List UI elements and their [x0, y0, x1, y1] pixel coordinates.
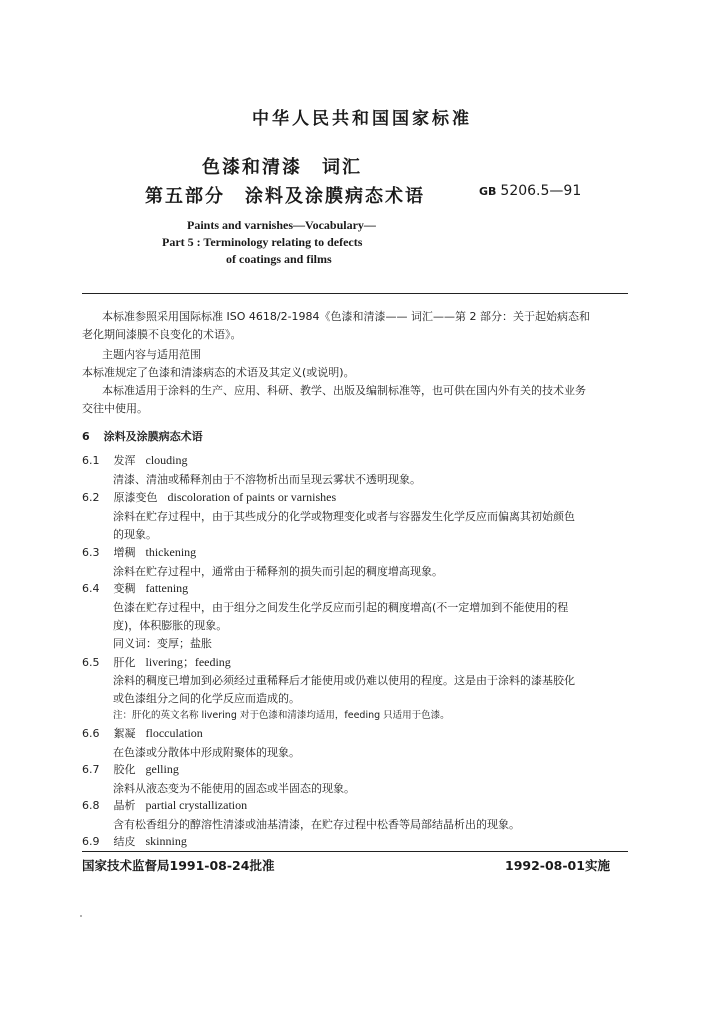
term-definition: 涂料的稠度已增加到必须经过重稀释后才能使用或仍难以使用的程度。这是由于涂料的漆基胶化: [113, 674, 575, 687]
term-definition: 的现象。: [113, 528, 157, 541]
term-definition: 色漆在贮存过程中，由于组分之间发生化学反应而引起的稠度增高(不一定增加到不能使用的程: [113, 601, 569, 614]
intro-line-2: 老化期间漆膜不良变化的术语》。: [82, 328, 242, 341]
term-chinese: 原漆变色: [113, 491, 158, 504]
intro-line-4: 本标准规定了色漆和清漆病态的术语及其定义(或说明)。: [82, 366, 355, 379]
title-line-2: 第五部分 涂料及涂膜病态术语: [145, 186, 425, 207]
term-number: 6.2: [82, 491, 100, 504]
term-english: discoloration of paints or varnishes: [167, 490, 337, 504]
intro-line-5: 本标准适用于涂料的生产、应用、科研、教学、出版及编制标准等，也可供在国内外有关的技术业务: [102, 384, 586, 397]
term-chinese: 增稠: [113, 546, 136, 559]
term-number: 6.6: [82, 727, 100, 740]
term-definition: 度)，体积膨胀的现象。: [113, 619, 228, 632]
term-heading: [82, 725, 203, 741]
term-english: flocculation: [145, 726, 203, 740]
effective-date: 1992-08-01实施: [505, 858, 610, 873]
term-number: 6.4: [82, 582, 100, 595]
term-chinese: 发浑: [113, 454, 136, 467]
term-chinese: 胶化: [113, 763, 136, 776]
term-definition: 含有松香组分的醇溶性清漆或油基清漆，在贮存过程中松香等局部结晶析出的现象。: [113, 818, 520, 831]
term-english: fattening: [145, 581, 189, 595]
term-chinese: 结皮: [113, 835, 136, 848]
intro-line-1: 本标准参照采用国际标准 ISO 4618/2-1984《色漆和清漆—— 词汇——第 2 部分：关于起始病态和: [102, 310, 591, 323]
term-english: gelling: [145, 762, 179, 776]
term-heading: [82, 489, 336, 505]
term-note: 注：肝化的英文名称 livering 对于色漆和清漆均适用，feeding 只适用于色漆。: [113, 710, 450, 721]
term-heading: [82, 761, 179, 777]
code-number: 5206.5—91: [500, 183, 582, 199]
term-definition: 清漆、清油或稀释剂由于不溶物析出而呈现云雾状不透明现象。: [113, 473, 421, 486]
title-line-1: 色漆和清漆 词汇: [202, 157, 362, 178]
term-heading: [82, 833, 187, 849]
term-number: 6.3: [82, 546, 100, 559]
term-heading: [82, 797, 247, 813]
header-divider: [82, 293, 628, 294]
english-title-line-2: Part 5 : Terminology relating to defects: [162, 235, 363, 249]
term-english: livering；feeding: [145, 655, 231, 669]
term-heading: [82, 653, 231, 670]
term-heading: [82, 544, 196, 560]
english-title-line-3: of coatings and films: [226, 252, 332, 266]
term-number: 6.5: [82, 656, 100, 669]
term-definition: 涂料在贮存过程中，通常由于稀释剂的损失而引起的稠度增高现象。: [113, 565, 443, 578]
term-english: skinning: [145, 834, 187, 848]
term-number: 6.9: [82, 835, 100, 848]
term-synonym: 同义词：变厚；盐胀: [113, 637, 212, 650]
scan-speck: [80, 915, 82, 917]
standard-code: [479, 183, 581, 199]
footer-divider: [82, 851, 628, 852]
term-heading: [82, 580, 188, 596]
term-chinese: 晶析: [113, 799, 136, 812]
term-english: thickening: [145, 545, 197, 559]
term-definition: 在色漆或分散体中形成附聚体的现象。: [113, 746, 300, 759]
national-standard-heading: 中华人民共和国国家标准: [252, 109, 472, 129]
term-number: 6.7: [82, 763, 100, 776]
section-heading: [82, 428, 203, 444]
term-definition: 涂料从液态变为不能使用的固态或半固态的现象。: [113, 782, 355, 795]
term-definition: 或色漆组分之间的化学反应而造成的。: [113, 692, 300, 705]
section-title: 涂料及涂膜病态术语: [103, 430, 203, 443]
term-number: 6.1: [82, 454, 100, 467]
intro-line-3: 主题内容与适用范围: [102, 348, 201, 361]
term-chinese: 肝化: [113, 656, 136, 669]
approval-date: 国家技术监督局1991-08-24批准: [82, 858, 275, 873]
term-definition: 涂料在贮存过程中，由于其些成分的化学或物理变化或者与容器发生化学反应而偏离其初始颜色: [113, 510, 575, 523]
term-english: partial crystallization: [145, 798, 248, 812]
english-title-line-1: Paints and varnishes—Vocabulary—: [187, 218, 376, 232]
term-heading: [82, 452, 188, 468]
term-chinese: 絮凝: [113, 727, 136, 740]
term-number: 6.8: [82, 799, 100, 812]
intro-line-6: 交往中使用。: [82, 402, 148, 415]
section-number: 6: [82, 430, 90, 443]
term-chinese: 变稠: [113, 582, 136, 595]
code-prefix: GB: [479, 185, 497, 198]
term-english: clouding: [145, 453, 188, 467]
